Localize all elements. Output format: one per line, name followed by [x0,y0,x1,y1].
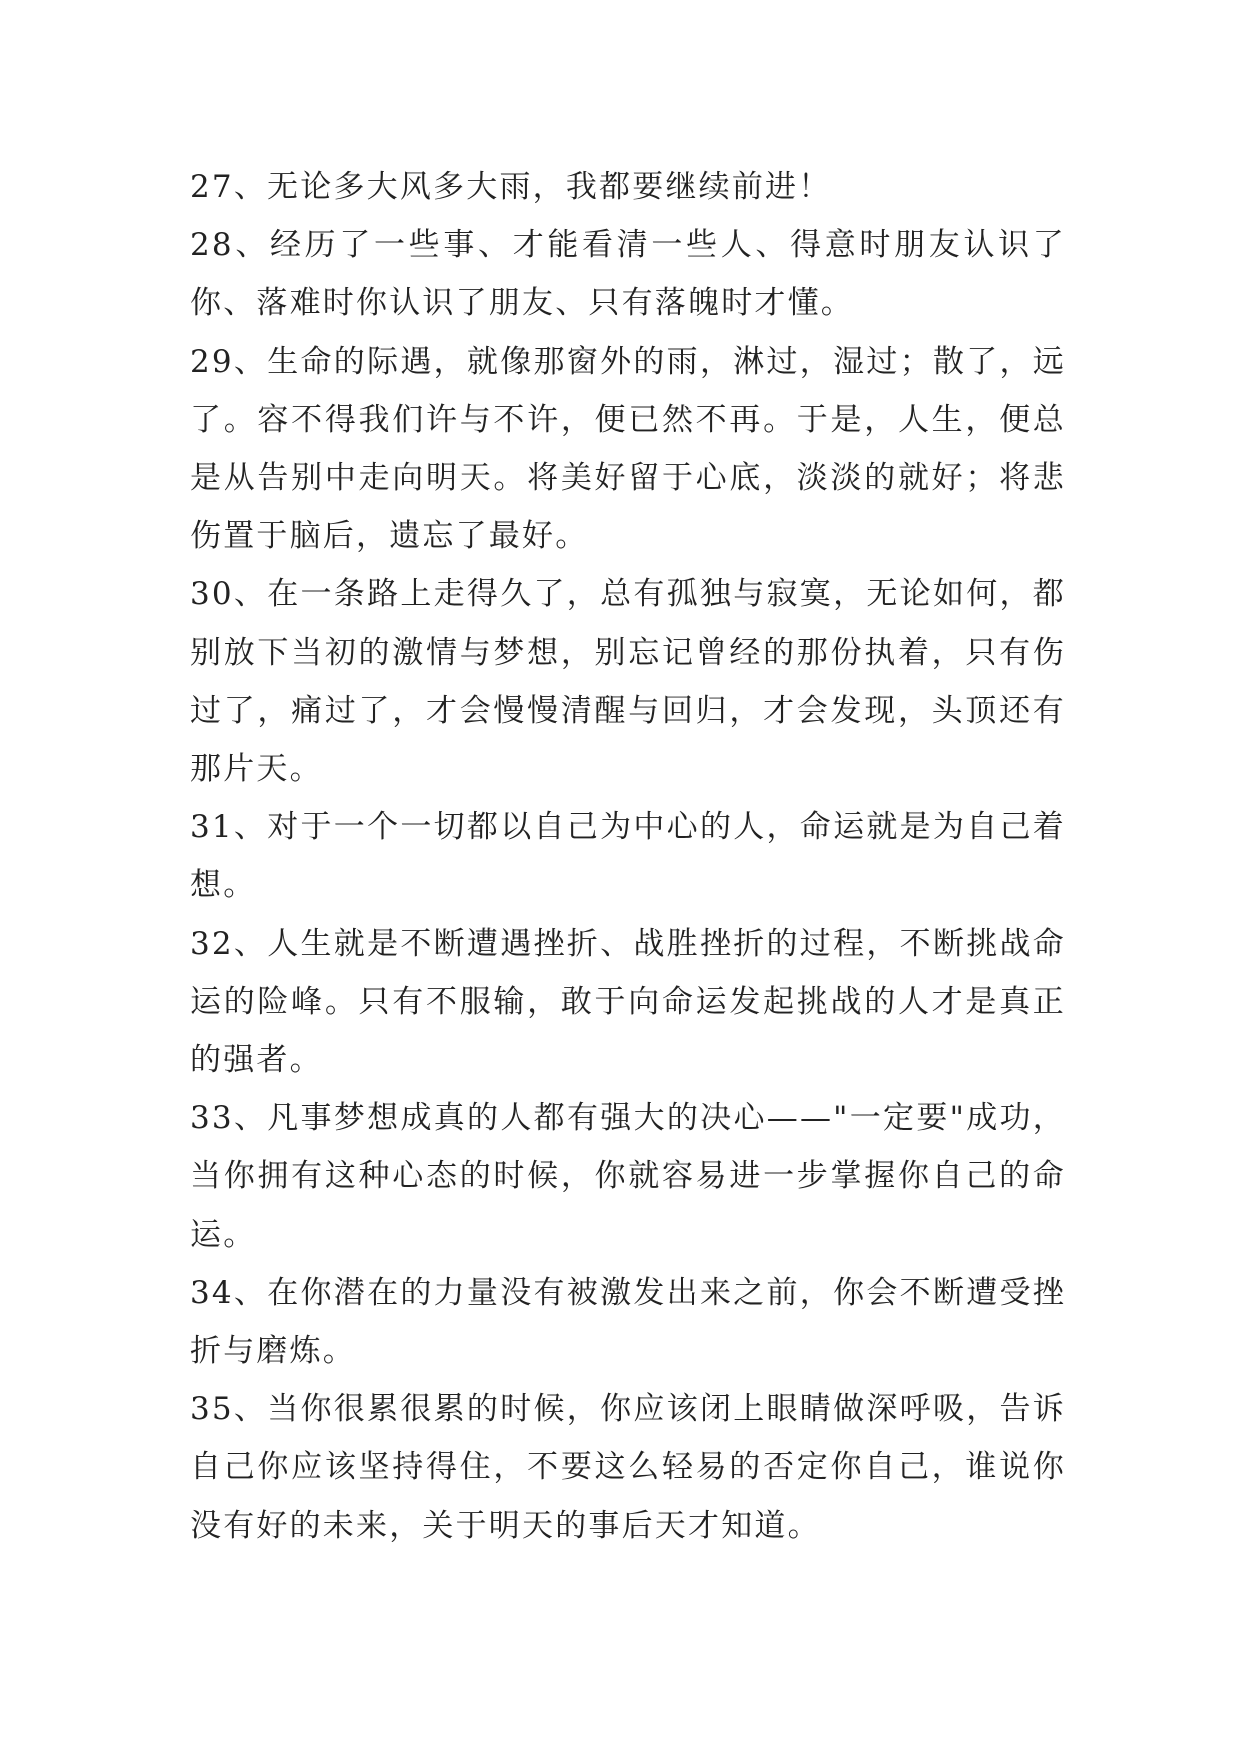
paragraph-35: 35、当你很累很累的时候，你应该闭上眼睛做深呼吸，告诉自己你应该坚持得住，不要这么轻易的否定你自己，谁说你没有好的未来，关于明天的事后天才知道。 [190,1391,1066,1544]
paragraph-33: 33、凡事梦想成真的人都有强大的决心——"一定要"成功，当你拥有这种心态的时候，你就容易进一步掌握你自己的命运。 [190,1100,1066,1253]
paragraph-32: 32、人生就是不断遭遇挫折、战胜挫折的过程，不断挑战命运的险峰。只有不服输，敢于向命运发起挑战的人才是真正的强者。 [190,925,1066,1079]
document-body [190,158,1066,1555]
paragraph-34: 34、在你潜在的力量没有被激发出来之前，你会不断遭受挫折与磨炼。 [190,1274,1066,1370]
paragraph-27: 27、无论多大风多大雨，我都要继续前进！ [190,169,832,205]
paragraph-31: 31、对于一个一切都以自己为中心的人，命运就是为自己着想。 [190,809,1066,904]
paragraph-28: 28、经历了一些事、才能看清一些人、得意时朋友认识了你、落难时你认识了朋友、只有落魄时才懂。 [190,227,1066,322]
paragraph-29: 29、生命的际遇，就像那窗外的雨，淋过，湿过；散了，远了。容不得我们许与不许，便已然不再。于是，人生，便总是从告别中走向明天。将美好留于心底，淡淡的就好；将悲伤置于脑后，遗忘了最好。 [190,343,1066,555]
paragraph-30: 30、在一条路上走得久了，总有孤独与寂寞，无论如何，都别放下当初的激情与梦想，别忘记曾经的那份执着，只有伤过了，痛过了，才会慢慢清醒与回归，才会发现，头顶还有那片天。 [190,576,1066,788]
